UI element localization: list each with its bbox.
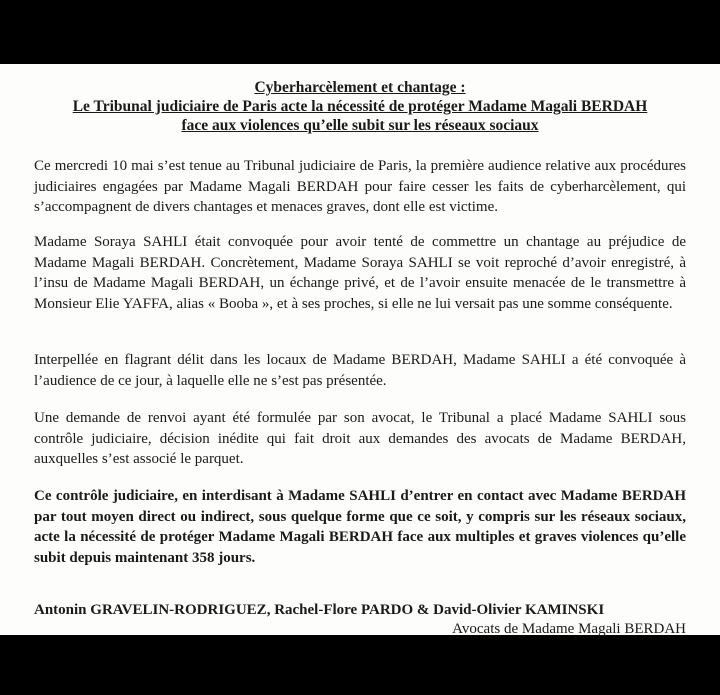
signature-role: Avocats de Madame Magali BERDAH [452, 621, 686, 637]
title-line-2: Le Tribunal judiciaire de Paris acte la nécessité de protéger Madame Magali BERDAH [72, 98, 648, 115]
paragraph-conclusion: Ce contrôle judiciaire, en interdisant à Madame SAHLI d’entrer en contact avec Madame BERDAH par tout moyen direct ou indirect, sous quelque forme que ce soit, y compris sur les réseaux sociaux, acte la nécessité de protéger Madame Magali BERDAH face aux multiples et graves violences qu’elle subit depuis maintenant 358 jours. [34, 488, 686, 566]
paragraph-hearing: Ce mercredi 10 mai s’est tenue au Tribunal judiciaire de Paris, la première audience relative aux procédures judiciaires engagées par Madame Magali BERDAH pour faire cesser les faits de cyberharcèlement, qui s’accompagnent de divers chantages et menaces graves, dont elle est victime. [34, 158, 686, 215]
document-title [0, 78, 720, 135]
press-release-document [0, 64, 720, 635]
paragraph-judicial-control: Une demande de renvoi ayant été formulée par son avocat, le Tribunal a placé Madame SAHLI sous contrôle judiciaire, décision inédite qui fait droit aux demandes des avocats de Madame BERDAH, auxquelles s’est associé le parquet. [34, 410, 686, 467]
signature-names: Antonin GRAVELIN-RODRIGUEZ, Rachel-Flore PARDO & David-Olivier KAMINSKI [34, 602, 605, 618]
title-line-1: Cyberharcèlement et chantage : [254, 79, 466, 96]
title-line-3: face aux violences qu’elle subit sur les réseaux sociaux [181, 117, 539, 134]
paragraph-arrest: Interpellée en flagrant délit dans les locaux de Madame BERDAH, Madame SAHLI a été convoquée à l’audience de ce jour, à laquelle elle ne s’est pas présentée. [34, 352, 686, 389]
paragraph-summons: Madame Soraya SAHLI était convoquée pour avoir tenté de commettre un chantage au préjudice de Madame Magali BERDAH. Concrètement, Madame Soraya SAHLI se voit reproché d’avoir enregistré, à l’insu de Madame Magali BERDAH, un échange privé, et de l’avoir ensuite menacée de le transmettre à Monsieur Elie YAFFA, alias « Booba », et à ses proches, si elle ne lui versait pas une somme conséquente. [34, 234, 686, 312]
